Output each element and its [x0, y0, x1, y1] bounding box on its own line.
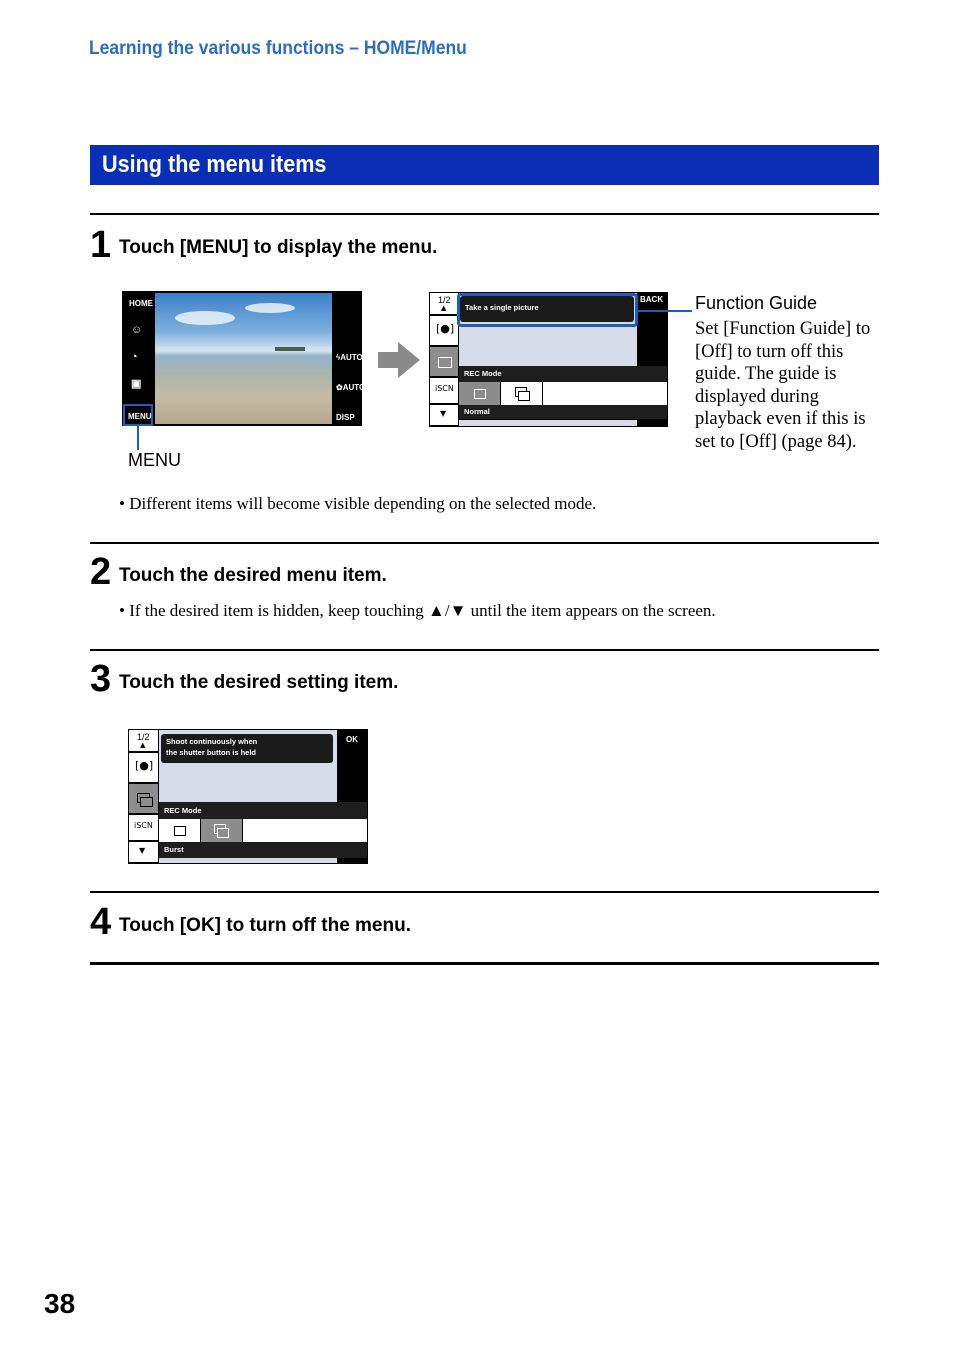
single-frame-icon [438, 357, 452, 368]
back-button[interactable]: BACK [640, 295, 664, 304]
setting-screen [128, 729, 368, 864]
guide-line-1: Shoot continuously when [166, 737, 258, 746]
normal-option[interactable] [159, 819, 201, 842]
auto-mode-icon[interactable]: ▣ [131, 378, 142, 390]
step-1-text: Touch [MENU] to display the menu. [119, 237, 438, 258]
rec-mode-icon[interactable] [430, 347, 458, 377]
step-1-number: 1 [90, 224, 112, 266]
menu-callout-label: MENU [128, 450, 181, 470]
step-2-note: • If the desired item is hidden, keep touching ▲/▼ until the item appears on the screen. [119, 601, 716, 620]
face-detect-icon[interactable]: [●] [129, 753, 158, 783]
step-divider [90, 542, 879, 544]
single-frame-icon [174, 826, 186, 836]
function-guide-highlight [457, 293, 638, 327]
page-label: 1/2 [438, 295, 451, 305]
flash-auto-icon[interactable]: ϟAUTO [336, 353, 363, 362]
function-guide-title: Function Guide [695, 293, 818, 313]
guide-line-2: the shutter button is held [166, 748, 256, 757]
burst-icon-back [518, 391, 530, 401]
smile-shutter-icon[interactable]: ☺ [131, 324, 143, 336]
section-header-bar [90, 145, 879, 185]
section-end-rule [90, 962, 879, 965]
scroll-down-button[interactable] [430, 405, 458, 426]
up-arrow-icon: ▲ [140, 741, 146, 749]
cloud-shape [175, 311, 235, 325]
scene-off-icon[interactable]: iSCN [430, 378, 458, 404]
scroll-down-button[interactable] [129, 842, 158, 863]
menu-highlight-box [123, 404, 153, 426]
camera-preview-screen [122, 291, 366, 426]
menu-callout-line [137, 426, 139, 450]
island-shape [275, 347, 305, 351]
rec-mode-icon[interactable] [129, 784, 158, 814]
page-number: 38 [44, 1288, 76, 1319]
down-arrow-icon: ▼ [440, 409, 447, 418]
macro-auto-icon[interactable]: ✿AUTO [336, 383, 366, 392]
normal-option[interactable] [459, 382, 501, 405]
ok-button[interactable]: OK [346, 735, 358, 744]
step-4-text: Touch [OK] to turn off the menu. [119, 915, 411, 936]
guide-area-bottom [159, 858, 337, 863]
option-row [459, 382, 667, 405]
option-row [159, 819, 367, 842]
page-indicator[interactable] [129, 730, 158, 752]
section-title: Using the menu items [102, 151, 327, 178]
home-icon[interactable]: HOME [129, 299, 153, 308]
step-3-text: Touch the desired setting item. [119, 672, 399, 693]
setting-name-strip: Normal [459, 405, 667, 419]
step-divider [90, 891, 879, 893]
function-guide-box [161, 734, 333, 763]
step-divider [90, 213, 879, 215]
function-guide-description: Set [Function Guide] to [Off] to turn off this guide. The guide is displayed during playback even if this is set to [Off] (page 84). [695, 319, 871, 452]
beach-photo [155, 293, 332, 424]
step-2-number: 2 [90, 551, 112, 593]
right-arrow-icon [378, 342, 420, 378]
rec-mode-strip: REC Mode [159, 802, 367, 819]
step-1-note: • Different items will become visible depending on the selected mode. [119, 494, 597, 513]
setting-name-strip: Burst [159, 842, 367, 858]
page-label: 1/2 [137, 732, 150, 742]
single-frame-icon [474, 389, 486, 399]
face-detect-icon[interactable]: [●] [430, 316, 458, 346]
step-2-text: Touch the desired menu item. [119, 565, 387, 586]
menu-icon[interactable]: MENU [128, 412, 152, 421]
disp-icon[interactable]: DISP [336, 413, 355, 422]
page-indicator[interactable] [430, 293, 458, 315]
burst-icon-back [217, 828, 229, 838]
cloud-shape [245, 303, 295, 313]
step-divider [90, 649, 879, 651]
rec-mode-strip: REC Mode [459, 366, 667, 382]
burst-option[interactable] [501, 382, 543, 405]
up-arrow-icon: ▲ [441, 304, 447, 312]
running-head: Learning the various functions – HOME/Menu [89, 38, 467, 59]
step-4-number: 4 [90, 901, 112, 943]
scene-off-icon[interactable]: iSCN [129, 815, 158, 841]
burst-icon-back [140, 797, 153, 807]
step-3-number: 3 [90, 658, 112, 700]
burst-option[interactable] [201, 819, 243, 842]
down-arrow-icon: ▼ [139, 846, 146, 855]
guide-area-bottom [459, 420, 637, 426]
function-guide-box: Take a single picture [460, 296, 634, 322]
self-timer-off-icon[interactable]: ◔ [131, 351, 138, 363]
function-guide-callout-line [638, 310, 692, 312]
